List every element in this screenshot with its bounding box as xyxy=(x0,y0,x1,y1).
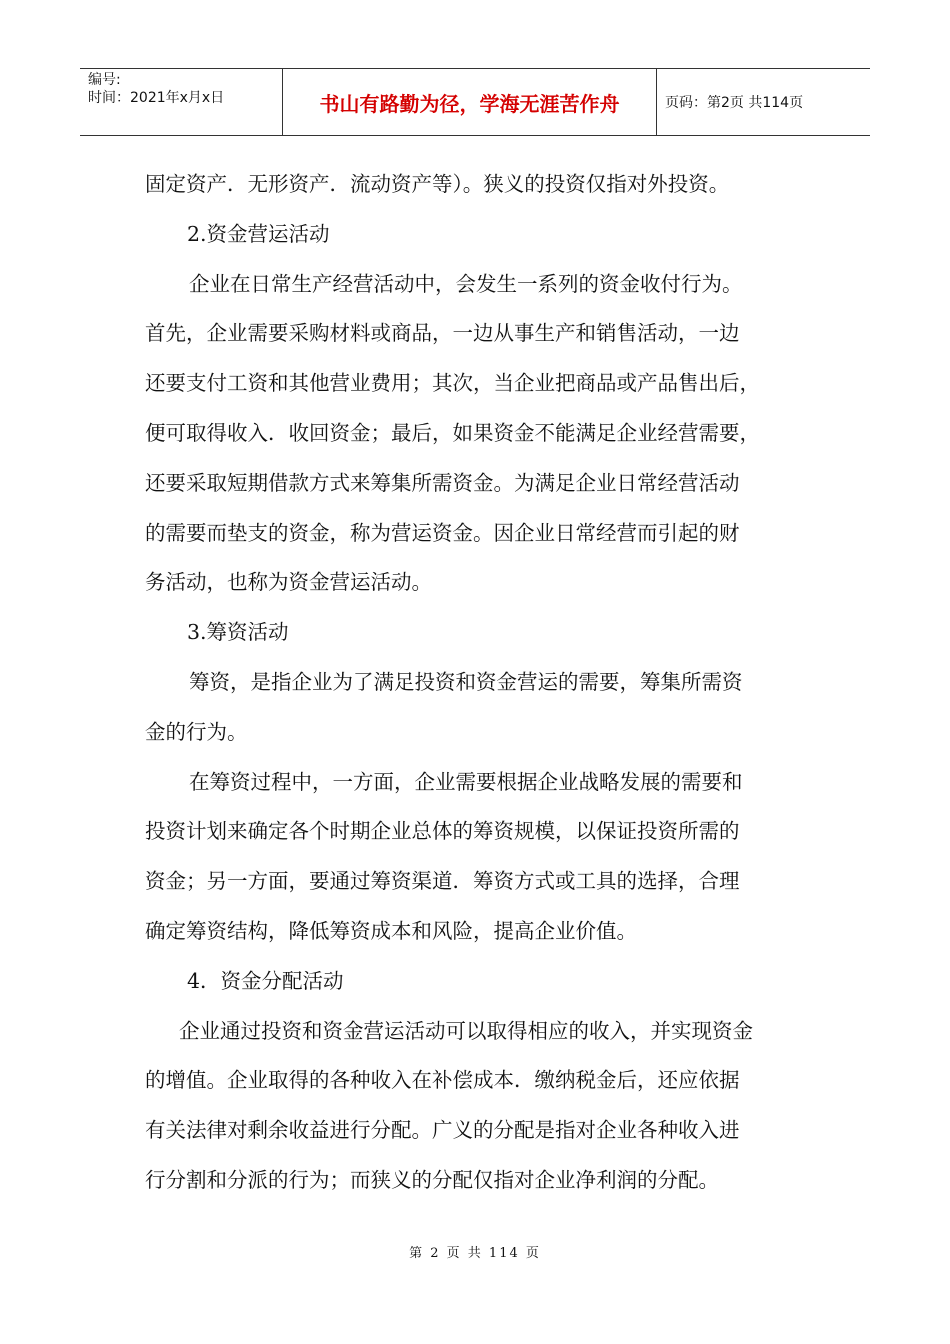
body-line: 企业通过投资和资金营运活动可以取得相应的收入，并实现资金 xyxy=(179,1018,753,1043)
document-number-label: 编号: xyxy=(88,72,121,88)
body-line: 4．资金分配活动 xyxy=(187,968,344,993)
document-time-label: 时间：2021年x月x日 xyxy=(88,90,225,106)
body-line: 筹资，是指企业为了满足投资和资金营运的需要，筹集所需资 xyxy=(189,669,743,694)
body-line: 的增值。企业取得的各种收入在补偿成本．缴纳税金后，还应依据 xyxy=(145,1068,740,1093)
body-line: 有关法律对剩余收益进行分配。广义的分配是指对企业各种收入进 xyxy=(145,1118,740,1143)
header-page-info: 页码：第2页 共114页 xyxy=(665,95,804,111)
body-line: 2.资金营运活动 xyxy=(187,221,330,246)
body-line: 还要支付工资和其他营业费用；其次，当企业把商品或产品售出后， xyxy=(145,371,760,396)
body-line: 3.筹资活动 xyxy=(187,620,289,645)
body-line: 固定资产．无形资产．流动资产等）。狭义的投资仅指对外投资。 xyxy=(145,172,730,196)
body-line: 首先，企业需要采购材料或商品，一边从事生产和销售活动，一边 xyxy=(145,321,740,346)
body-line: 金的行为。 xyxy=(145,719,248,744)
body-line: 务活动，也称为资金营运活动。 xyxy=(145,570,432,595)
header-meta xyxy=(80,69,283,135)
header-motto: 书山有路勤为径，学海无涯苦作舟 xyxy=(283,69,657,135)
body-line: 在筹资过程中，一方面，企业需要根据企业战略发展的需要和 xyxy=(189,769,743,794)
body-line: 的需要而垫支的资金，称为营运资金。因企业日常经营而引起的财 xyxy=(145,520,740,545)
body-line: 企业在日常生产经营活动中，会发生一系列的资金收付行为。 xyxy=(189,271,743,296)
body-line: 投资计划来确定各个时期企业总体的筹资规模，以保证投资所需的 xyxy=(145,819,740,844)
body-line: 行分割和分派的行为；而狭义的分配仅指对企业净利润的分配。 xyxy=(145,1167,719,1192)
body-line: 还要采取短期借款方式来筹集所需资金。为满足企业日常经营活动 xyxy=(145,470,740,495)
body-line: 资金；另一方面，要通过筹资渠道．筹资方式或工具的选择，合理 xyxy=(145,869,740,894)
body-line: 确定筹资结构，降低筹资成本和风险，提高企业价值。 xyxy=(145,918,637,943)
document-body xyxy=(145,160,825,1206)
page-header xyxy=(80,68,870,136)
body-line: 便可取得收入．收回资金；最后，如果资金不能满足企业经营需要， xyxy=(145,420,760,445)
page-footer: 第 2 页 共 114 页 xyxy=(409,1246,541,1261)
